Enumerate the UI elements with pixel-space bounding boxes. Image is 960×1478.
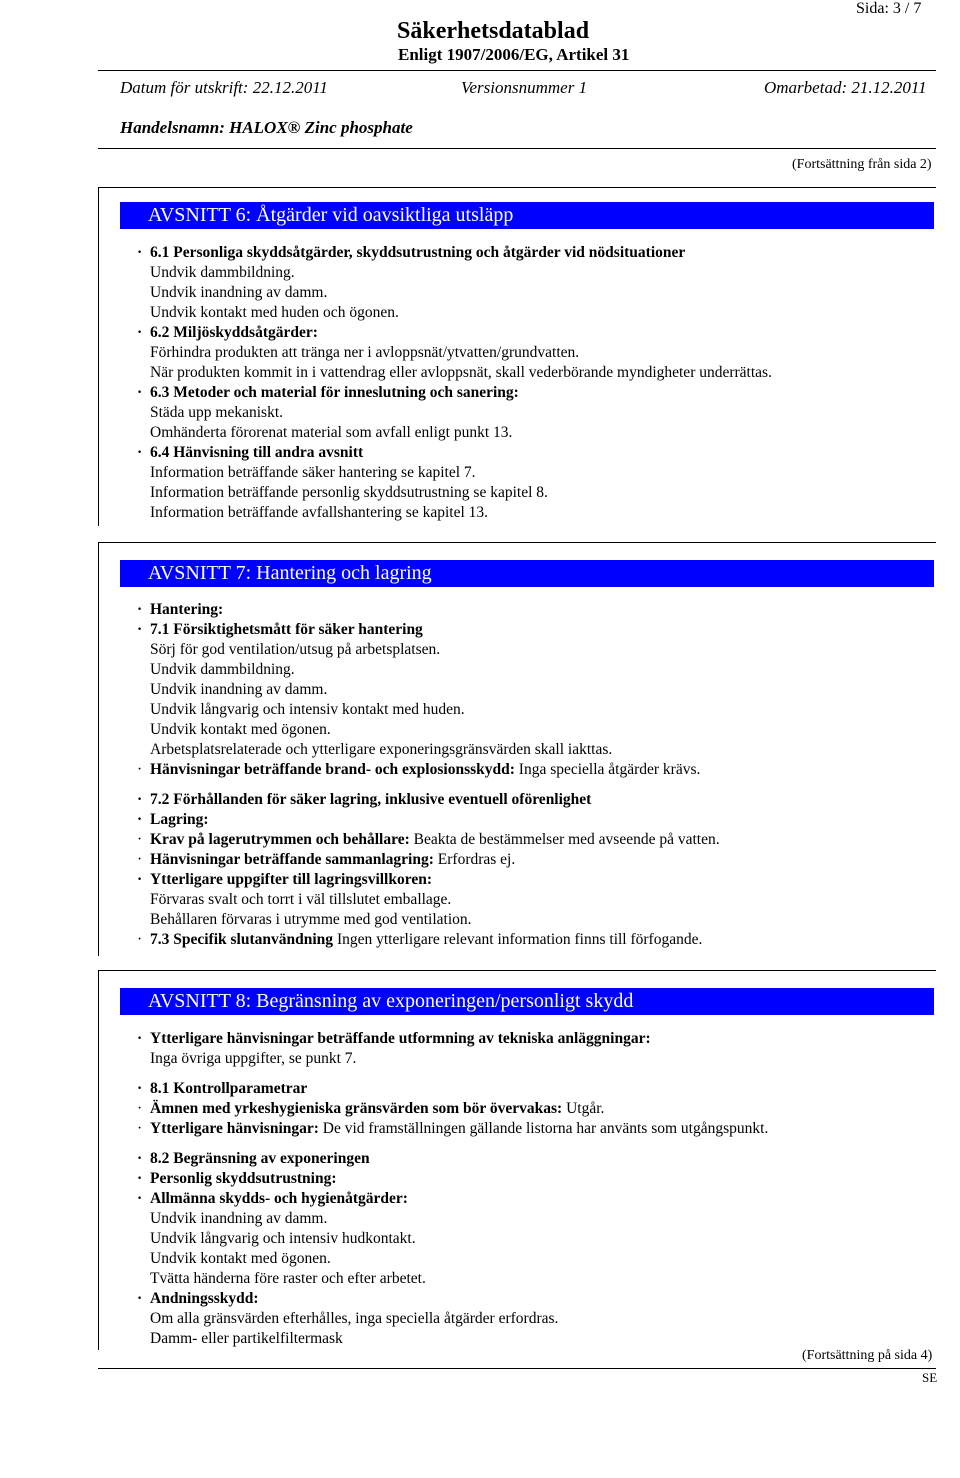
version-number: Versionsnummer 1 [461,78,588,97]
sec7-line: Behållaren förvaras i utrymme med god ventilation. [150,911,472,928]
section8-title: AVSNITT 8: Begränsning av exponeringen/personligt skydd [120,988,934,1015]
sec8-h82: · 8.2 Begränsning av exponeringen [137,1150,370,1167]
header-rule-top [98,70,936,71]
revised-date: Omarbetad: 21.12.2011 [764,78,927,97]
sec7-line: Arbetsplatsrelaterade och ytterligare exponeringsgränsvärden skall iakttas. [150,741,613,758]
sec6-line: När produkten kommit in i vattendrag eller avloppsnät, skall vederbörande myndigheter underrättas. [150,364,772,381]
sec6-line: Städa upp mekaniskt. [150,404,284,421]
sec7-line: Undvik inandning av damm. [150,681,328,698]
section6-top-rule [98,187,936,188]
sec7-h73: · 7.3 Specifik slutanvändning Ingen ytterligare relevant information finns till förfogande. [137,931,703,948]
sec6-line: Omhänderta förorenat material som avfall enligt punkt 13. [150,424,513,441]
sec6-line: Information beträffande avfallshantering se kapitel 13. [150,504,489,521]
sec6-h64: · 6.4 Hänvisning till andra avsnitt [137,444,364,461]
sec6-line: Undvik dammbildning. [150,264,295,281]
document-subtitle: Enligt 1907/2006/EG, Artikel 31 [398,45,630,64]
sec7-line: Undvik långvarig och intensiv kontakt med huden. [150,701,465,718]
trade-name: Handelsnamn: HALOX® Zinc phosphate [120,118,413,137]
sec6-line: Information beträffande säker hantering se kapitel 7. [150,464,476,481]
print-date: Datum för utskrift: 22.12.2011 [120,78,328,97]
sec7-krav: · Krav på lagerutrymmen och behållare: Beakta de bestämmelser med avseende på vatten. [137,831,720,848]
section8-left-rule [98,970,99,1350]
sec7-lagring: · Lagring: [137,811,209,828]
section8-top-rule [98,970,936,971]
sec7-hantering: · Hantering: [137,601,224,618]
sec6-line: Information beträffande personlig skyddsutrustning se kapitel 8. [150,484,548,501]
section6-left-rule [98,187,99,526]
sec6-line: Förhindra produkten att tränga ner i avloppsnät/ytvatten/grundvatten. [150,344,580,361]
sec8-line: Undvik långvarig och intensiv hudkontakt. [150,1230,416,1247]
sec8-pers: · Personlig skyddsutrustning: [137,1170,337,1187]
sec7-ytterligare: · Ytterligare uppgifter till lagringsvillkoren: [137,871,432,888]
sec8-andn: · Andningsskydd: [137,1290,259,1307]
sec6-h61: · 6.1 Personliga skyddsåtgärder, skyddsutrustning och åtgärder vid nödsituationer [137,244,686,261]
sec7-samman: · Hänvisningar beträffande sammanlagring: Erfordras ej. [137,851,516,868]
header-rule-bottom [98,148,936,149]
section7-top-rule [98,542,936,543]
sec7-line: Sörj för god ventilation/utsug på arbetsplatsen. [150,641,441,658]
sec8-line: Inga övriga uppgifter, se punkt 7. [150,1050,357,1067]
continued-to: (Fortsättning på sida 4) [802,1348,933,1363]
sec6-line: Undvik inandning av damm. [150,284,328,301]
sec8-line: Undvik inandning av damm. [150,1210,328,1227]
sec8-allm: · Allmänna skydds- och hygienåtgärder: [137,1190,408,1207]
sec6-h63: · 6.3 Metoder och material för inneslutning och sanering: [137,384,519,401]
sec7-line: Förvaras svalt och torrt i väl tillslutet emballage. [150,891,452,908]
sec8-h81: · 8.1 Kontrollparametrar [137,1080,308,1097]
sec8-line: Om alla gränsvärden efterhålles, inga speciella åtgärder erfordras. [150,1310,559,1327]
sec7-line: Undvik dammbildning. [150,661,295,678]
sec7-h71: · 7.1 Försiktighetsmått för säker hantering [137,621,423,638]
continued-from: (Fortsättning från sida 2) [792,157,932,172]
section7-title: AVSNITT 7: Hantering och lagring [120,560,934,587]
footer-rule [98,1368,936,1369]
section7-left-rule [98,542,99,956]
sec7-h72: · 7.2 Förhållanden för säker lagring, inklusive eventuell oförenlighet [137,791,592,808]
sec6-line: Undvik kontakt med huden och ögonen. [150,304,399,321]
page-number: Sida: 3 / 7 [856,0,922,17]
section6-title: AVSNITT 6: Åtgärder vid oavsiktliga utsläpp [120,202,934,229]
sec8-tek: · Ytterligare hänvisningar beträffande utformning av tekniska anläggningar: [137,1030,651,1047]
sec7-line: Undvik kontakt med ögonen. [150,721,331,738]
document-title: Säkerhetsdatablad [397,18,590,44]
sec8-line: Damm- eller partikelfiltermask [150,1330,343,1347]
sec8-amnen: · Ämnen med yrkeshygieniska gränsvärden som bör övervakas: Utgår. [137,1100,605,1117]
sec8-ytterligare: · Ytterligare hänvisningar: De vid framställningen gällande listorna har använts som utgångspunkt. [137,1120,769,1137]
sec7-brand: · Hänvisningar beträffande brand- och explosionsskydd: Inga speciella åtgärder krävs. [137,761,701,778]
sec8-line: Tvätta händerna före raster och efter arbetet. [150,1270,426,1287]
sec6-h62: · 6.2 Miljöskyddsåtgärder: [137,324,318,341]
language-code: SE [922,1370,938,1385]
sec8-line: Undvik kontakt med ögonen. [150,1250,331,1267]
